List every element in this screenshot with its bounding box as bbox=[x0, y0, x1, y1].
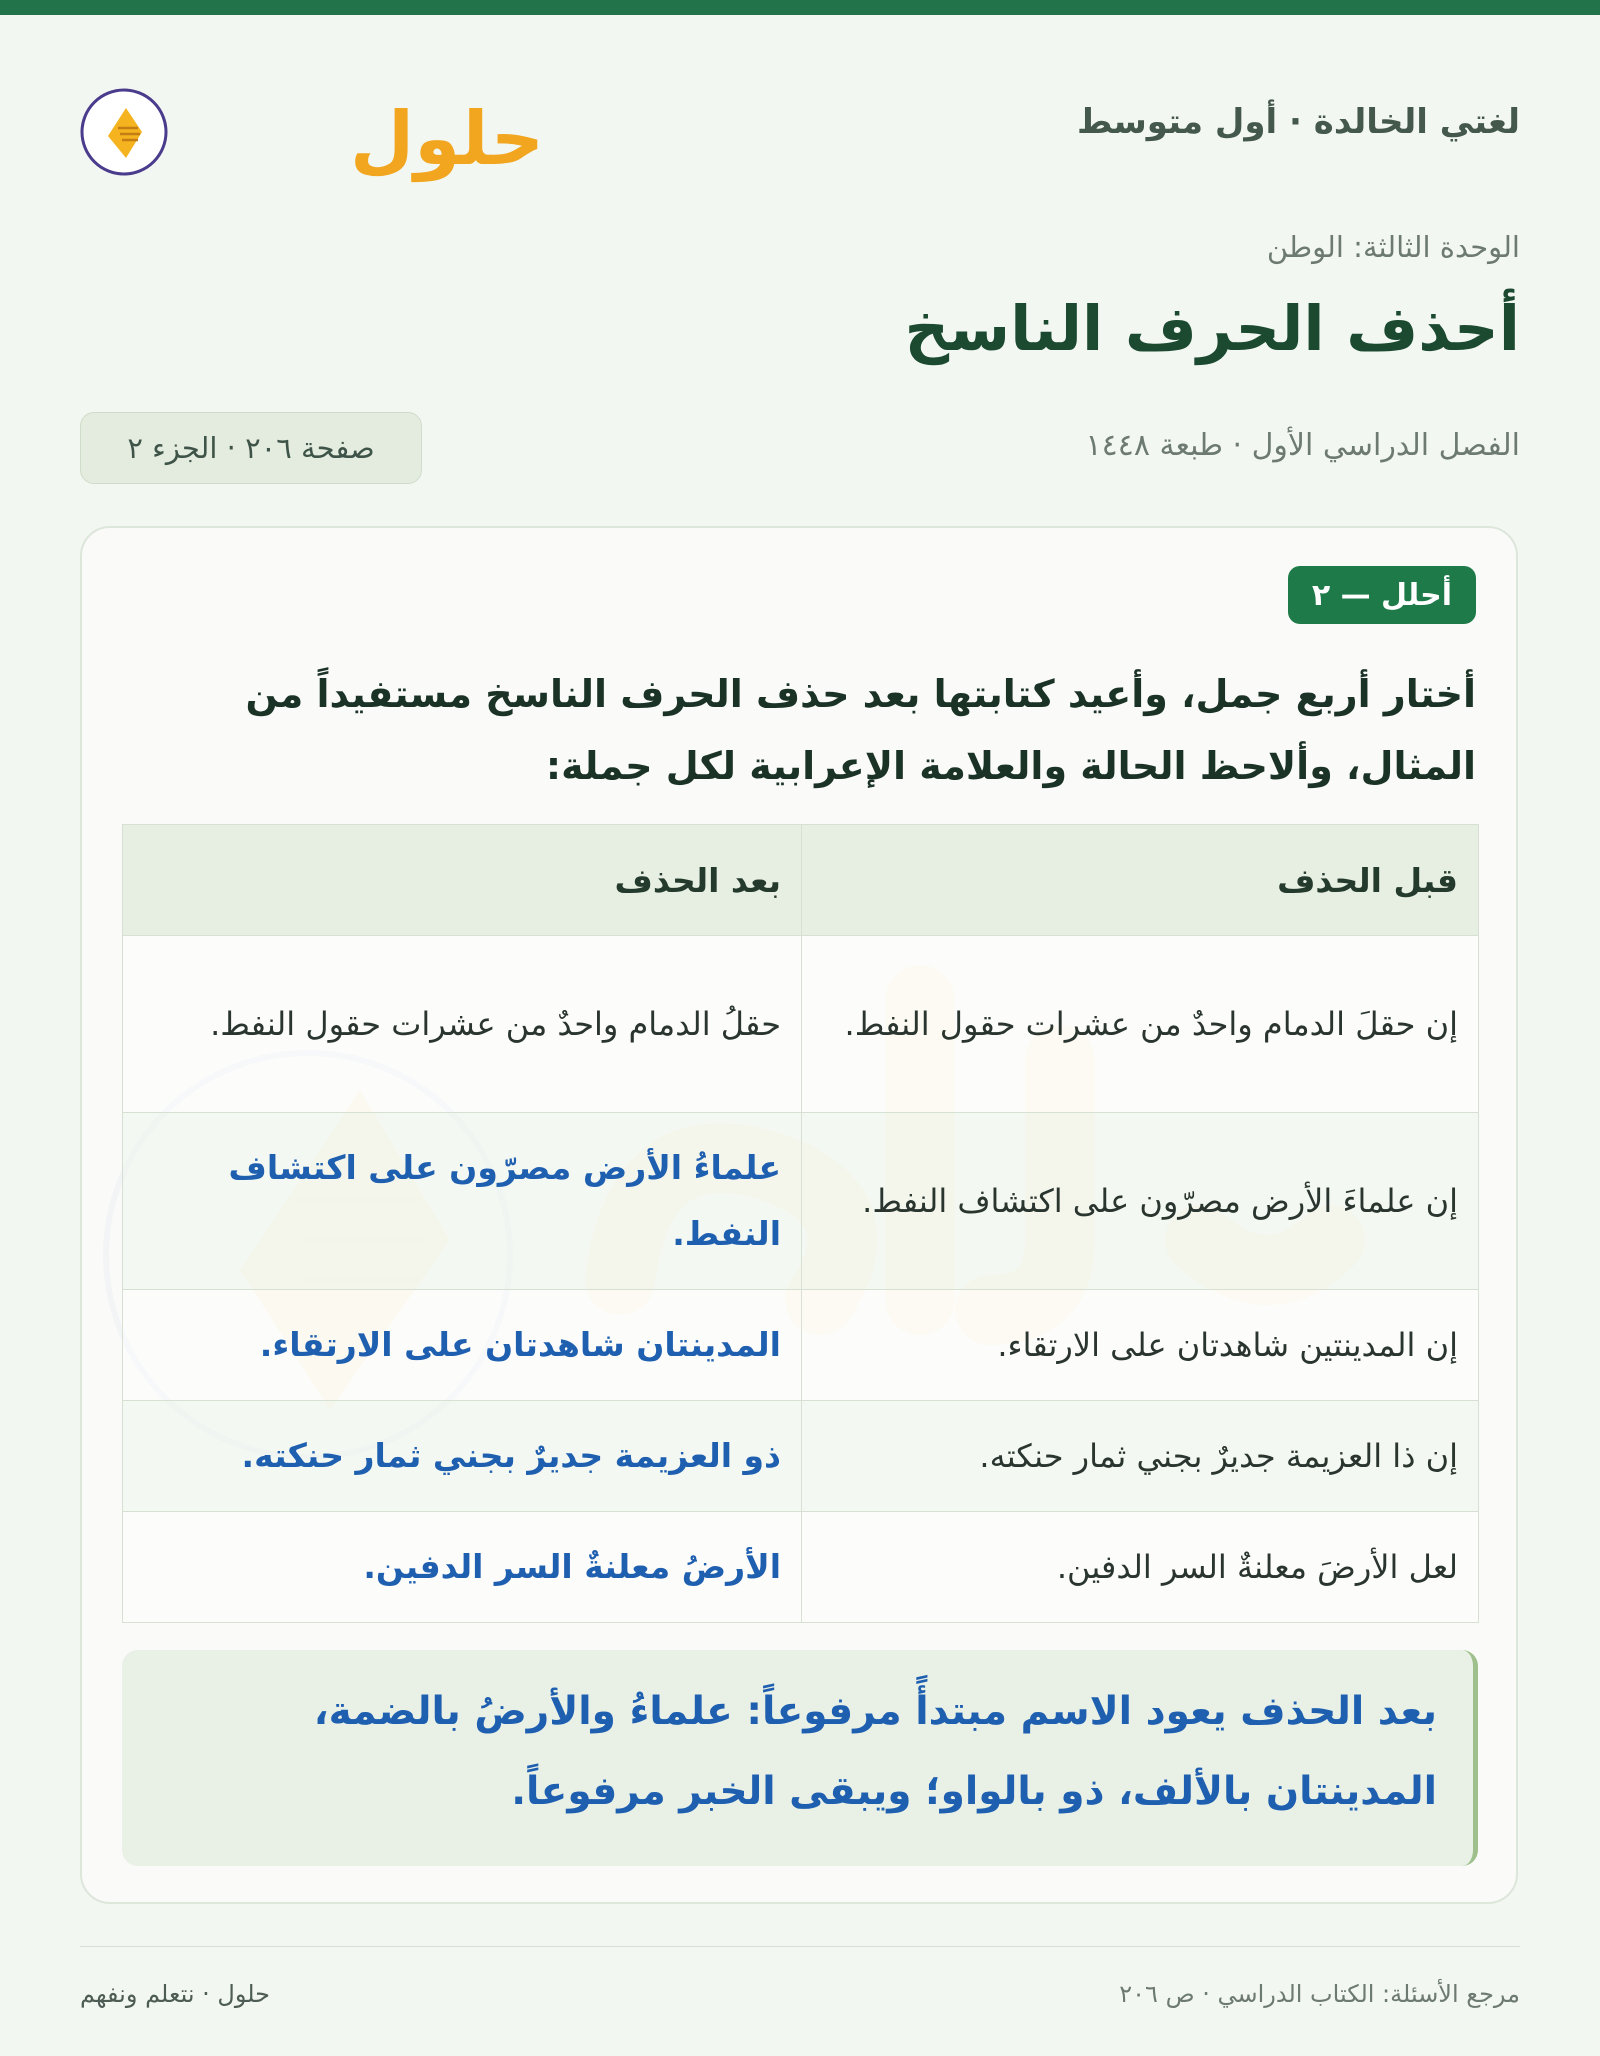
answers-table bbox=[122, 824, 1479, 1623]
table-row bbox=[123, 1290, 1479, 1401]
semester-label: الفصل الدراسي الأول · طبعة ١٤٤٨ bbox=[1085, 428, 1520, 463]
cell-before: إن المدينتين شاهدتان على الارتقاء. bbox=[802, 1290, 1479, 1401]
top-accent-bar bbox=[0, 0, 1600, 15]
cell-before: إن ذا العزيمة جديرٌ بجني ثمار حنكته. bbox=[802, 1401, 1479, 1512]
answer-note-text: بعد الحذف يعود الاسم مبتدأً مرفوعاً: علماءُ والأرضُ بالضمة، المدينتان بالألف، ذو بالواو؛ ويبقى الخبر مرفوعاً. bbox=[313, 1689, 1437, 1814]
table-row bbox=[123, 936, 1479, 1113]
hulul-logo[interactable] bbox=[80, 72, 545, 192]
cell-after: المدينتان شاهدتان على الارتقاء. bbox=[123, 1290, 802, 1401]
header-after: بعد الحذف bbox=[123, 825, 802, 936]
cell-before: لعل الأرضَ معلنةٌ السر الدفين. bbox=[802, 1512, 1479, 1623]
page-header bbox=[80, 72, 1520, 192]
answer-note bbox=[122, 1650, 1478, 1866]
cell-before: إن حقلَ الدمام واحدٌ من عشرات حقول النفط. bbox=[802, 936, 1479, 1113]
cell-after: الأرضُ معلنةٌ السر الدفين. bbox=[123, 1512, 802, 1623]
cell-before: إن علماءَ الأرض مصرّون على اكتشاف النفط. bbox=[802, 1113, 1479, 1290]
lesson-title: أحذف الحرف الناسخ bbox=[904, 292, 1520, 365]
footer-divider bbox=[80, 1946, 1520, 1947]
table-row bbox=[123, 1401, 1479, 1512]
cell-after: علماءُ الأرض مصرّون على اكتشاف النفط. bbox=[123, 1113, 802, 1290]
cell-after: ذو العزيمة جديرٌ بجني ثمار حنكته. bbox=[123, 1401, 802, 1512]
subject-title: لغتي الخالدة · أول متوسط bbox=[1076, 102, 1520, 142]
footer-brand: حلول · نتعلم ونفهم bbox=[80, 1980, 270, 2008]
unit-label: الوحدة الثالثة: الوطن bbox=[1266, 230, 1520, 264]
cell-after: حقلُ الدمام واحدٌ من عشرات حقول النفط. bbox=[123, 936, 802, 1113]
header-before: قبل الحذف bbox=[802, 825, 1479, 936]
question-badge: أحلل — ٢ bbox=[1288, 566, 1476, 624]
logo-wordmark: حلول bbox=[350, 96, 545, 182]
page-badge: صفحة ٢٠٦ · الجزء ٢ bbox=[80, 412, 422, 484]
question-text: أختار أربع جمل، وأعيد كتابتها بعد حذف الحرف الناسخ مستفيداً من المثال، وألاحظ الحالة والعلامة الإعرابية لكل جملة: bbox=[245, 672, 1476, 788]
question-card bbox=[80, 526, 1518, 1904]
footer-reference: مرجع الأسئلة: الكتاب الدراسي · ص ٢٠٦ bbox=[1119, 1980, 1520, 2008]
table-header-row bbox=[123, 825, 1479, 936]
table-row bbox=[123, 1113, 1479, 1290]
table-row bbox=[123, 1512, 1479, 1623]
